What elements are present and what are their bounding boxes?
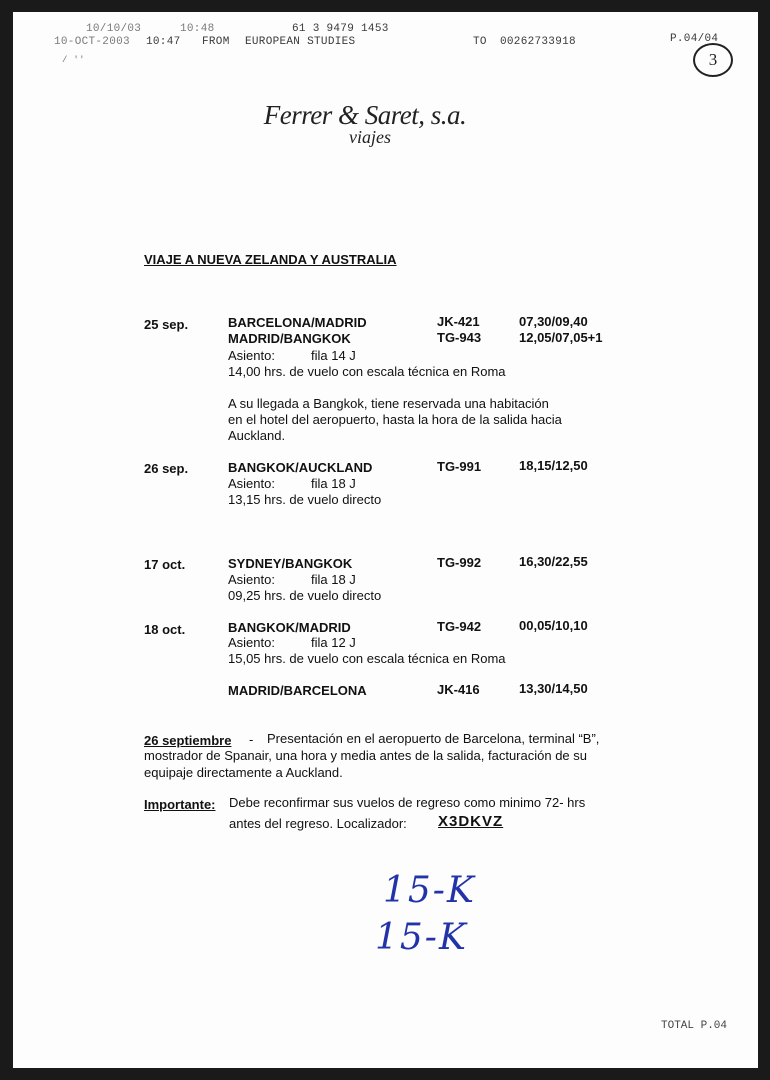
day4-seat: fila 12 J (311, 635, 356, 650)
day3-date: 17 oct. (144, 557, 186, 572)
day1-time2: 12,05/07,05+1 (519, 330, 603, 345)
fax-header-date-1: 10/10/03 (86, 23, 142, 35)
day1-date: 25 sep. (144, 317, 189, 332)
day1-route1: BARCELONA/MADRID (228, 315, 367, 330)
important-line2: antes del regreso. Localizador: (229, 816, 407, 831)
day3-seat-label: Asiento: (228, 572, 275, 587)
day4-flight: TG-942 (437, 619, 482, 634)
fax-header-recipient-number: 00262733918 (500, 36, 576, 48)
day4-route2: MADRID/BARCELONA (228, 683, 367, 698)
day2-note: 13,15 hrs. de vuelo directo (228, 492, 382, 507)
important-line1: Debe reconfirmar sus vuelos de regreso como minimo 72- hrs (229, 795, 586, 810)
company-logo (240, 100, 490, 148)
fax-header-time-1: 10:48 (180, 23, 215, 35)
fax-header-page: P.04/04 (670, 33, 719, 45)
presentation-line3: equipaje directamente a Auckland. (144, 765, 343, 780)
day1-route2: MADRID/BANGKOK (228, 331, 351, 346)
day1-extra-line3: Auckland. (228, 428, 286, 443)
day2-seat: fila 18 J (311, 476, 356, 491)
document-title: VIAJE A NUEVA ZELANDA Y AUSTRALIA (144, 252, 397, 267)
day3-note: 09,25 hrs. de vuelo directo (228, 588, 382, 603)
day1-seat-label: Asiento: (228, 348, 275, 363)
important-label: Importante: (144, 797, 216, 812)
fax-header-phone: 61 3 9479 1453 (292, 23, 389, 35)
day3-flight: TG-992 (437, 555, 482, 570)
handwritten-note-line1: 15-K (383, 870, 476, 911)
day1-seat: fila 14 J (311, 348, 356, 363)
company-subtitle: viajes (349, 127, 391, 147)
day4-time: 00,05/10,10 (519, 618, 588, 633)
day1-flight2: TG-943 (437, 330, 482, 345)
day1-extra-line1: A su llegada a Bangkok, tiene reservada una habitación (228, 396, 549, 411)
day4-flight2: JK-416 (437, 682, 480, 697)
locator-code: X3DKVZ (438, 813, 504, 830)
day2-route: BANGKOK/AUCKLAND (228, 460, 373, 475)
fax-header-to-label: TO (473, 36, 487, 48)
fax-total-pages: TOTAL P.04 (661, 1020, 728, 1032)
day3-route: SYDNEY/BANGKOK (228, 556, 353, 571)
day3-seat: fila 18 J (311, 572, 356, 587)
day2-time: 18,15/12,50 (519, 458, 588, 473)
day4-date: 18 oct. (144, 622, 186, 637)
day2-seat-label: Asiento: (228, 476, 275, 491)
day2-flight: TG-991 (437, 459, 482, 474)
fax-header-time-2: 10:47 (146, 36, 181, 48)
day4-seat-label: Asiento: (228, 635, 275, 650)
fax-header-from-label: FROM (202, 36, 230, 48)
day3-time: 16,30/22,55 (519, 554, 588, 569)
day1-time1: 07,30/09,40 (519, 314, 588, 329)
page-number-circle: 3 (693, 43, 733, 77)
day1-note: 14,00 hrs. de vuelo con escala técnica en Roma (228, 364, 506, 379)
presentation-label: 26 septiembre (144, 733, 232, 748)
presentation-dash: - (249, 732, 254, 747)
day1-flight1: JK-421 (437, 314, 480, 329)
day4-note: 15,05 hrs. de vuelo con escala técnica en Roma (228, 651, 506, 666)
handwritten-note-line2: 15-K (375, 917, 468, 958)
presentation-line1: Presentación en el aeropuerto de Barcelona, terminal “B”, (267, 731, 600, 746)
presentation-line2: mostrador de Spanair, una hora y media antes de la salida, facturación de su (144, 748, 587, 763)
fax-header-sender: EUROPEAN STUDIES (245, 36, 356, 48)
fax-header-date-2: 10-OCT-2003 (54, 36, 130, 48)
day4-time2: 13,30/14,50 (519, 681, 588, 696)
company-name: Ferrer & Saret, s.a. (263, 100, 467, 130)
day1-extra-line2: en el hotel del aeropuerto, hasta la hora de la salida hacia (228, 412, 562, 427)
day2-date: 26 sep. (144, 461, 189, 476)
day4-route: BANGKOK/MADRID (228, 620, 351, 635)
fax-corner-marks: / '' (62, 55, 85, 65)
